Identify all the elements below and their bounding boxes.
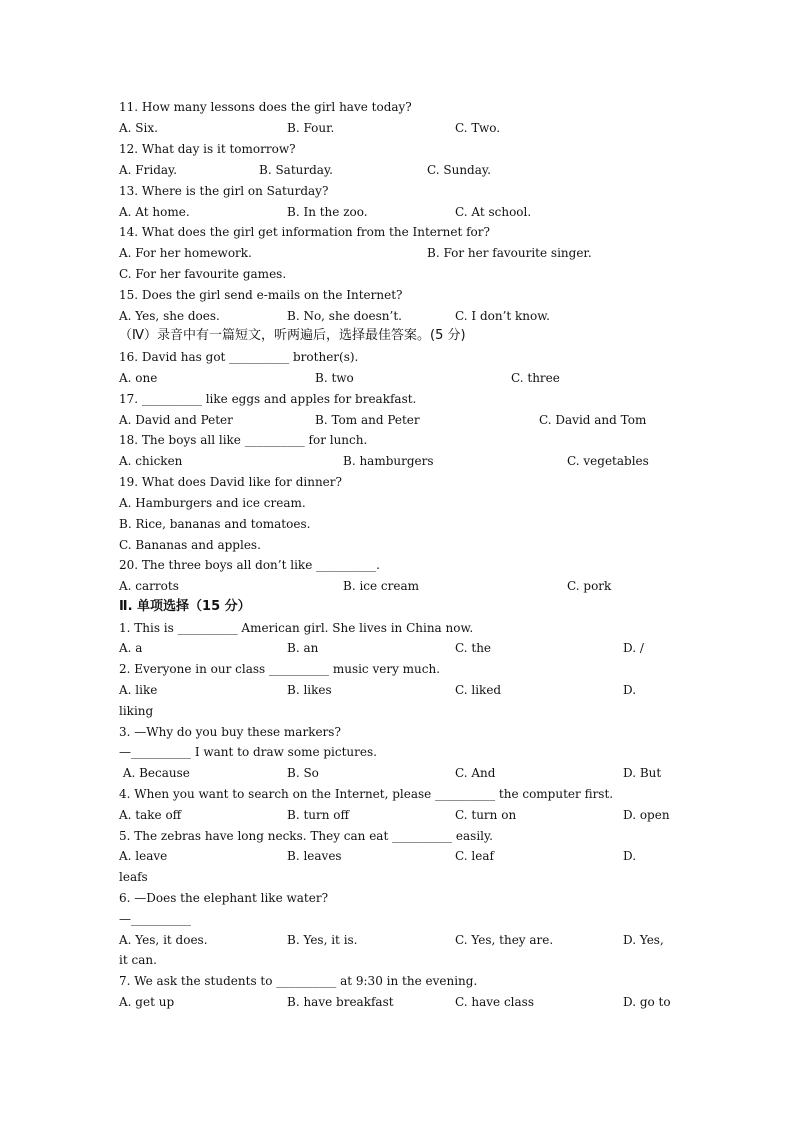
question-18: 18. The boys all like __________ for lunch.	[119, 433, 368, 447]
question-12: 12. What day is it tomorrow?	[119, 142, 296, 156]
question-14: 14. What does the girl get information from the Internet for?	[119, 225, 490, 239]
option-b: B. Saturday.	[259, 163, 333, 177]
mc-question-3-options	[119, 763, 684, 784]
mc-question-6-options	[119, 930, 684, 951]
option-c: C. liked	[455, 683, 502, 697]
option-b: B. For her favourite singer.	[427, 246, 592, 260]
option-a: A. chicken	[119, 454, 183, 468]
option-d: D. But	[623, 766, 662, 780]
mc-question-6-option-d-wrap: it can.	[119, 953, 157, 967]
option-a: A. David and Peter	[119, 413, 233, 427]
question-13-options	[119, 202, 684, 223]
option-a: A. At home.	[119, 205, 190, 219]
option-a: A. a	[119, 641, 143, 655]
option-d: D. open	[623, 808, 670, 822]
option-c: C. For her favourite games.	[119, 267, 287, 281]
mc-question-3: 3. —Why do you buy these markers?	[119, 725, 341, 739]
option-a: A. leave	[119, 849, 168, 863]
question-17: 17. __________ like eggs and apples for breakfast.	[119, 392, 417, 406]
option-d: D.	[623, 849, 637, 863]
option-b: B. hamburgers	[343, 454, 434, 468]
question-15-options	[119, 306, 684, 327]
option-c: C. vegetables	[567, 454, 649, 468]
mc-question-2-option-d-wrap: liking	[119, 704, 154, 718]
section-iv-heading: （Ⅳ）录音中有一篇短文，听两遍后，选择最佳答案。(5 分)	[119, 328, 466, 343]
question-19-option-b: B. Rice, bananas and tomatoes.	[119, 517, 311, 531]
option-b: B. have breakfast	[287, 995, 394, 1009]
option-c: C. Two.	[455, 121, 501, 135]
mc-question-5-option-d-wrap: leafs	[119, 870, 148, 884]
option-a: A. For her homework.	[119, 246, 252, 260]
option-c: C. have class	[455, 995, 534, 1009]
question-13: 13. Where is the girl on Saturday?	[119, 184, 329, 198]
mc-question-2: 2. Everyone in our class __________ music very much.	[119, 662, 441, 676]
option-c: C. David and Tom	[539, 413, 647, 427]
option-b: B. Tom and Peter	[315, 413, 420, 427]
option-b: B. So	[287, 766, 319, 780]
option-c: C. At school.	[455, 205, 532, 219]
mc-question-7: 7. We ask the students to __________ at 9:30 in the evening.	[119, 974, 478, 988]
mc-question-6-reply: —__________	[119, 912, 191, 926]
option-b: B. Yes, it is.	[287, 933, 358, 947]
question-18-options	[119, 451, 684, 472]
question-20-options	[119, 576, 684, 597]
option-d: D. Yes,	[623, 933, 664, 947]
option-a: A. one	[119, 371, 158, 385]
option-a: A. like	[119, 683, 158, 697]
option-a: A. Friday.	[119, 163, 178, 177]
option-a: A. Yes, she does.	[119, 309, 220, 323]
option-c: C. leaf	[455, 849, 494, 863]
option-c: C. I don’t know.	[455, 309, 550, 323]
option-c: C. Yes, they are.	[455, 933, 554, 947]
option-c: C. turn on	[455, 808, 517, 822]
mc-question-7-options	[119, 992, 684, 1013]
option-a: A. Six.	[119, 121, 158, 135]
option-b: B. ice cream	[343, 579, 420, 593]
question-12-options	[119, 160, 684, 181]
question-19-option-a: A. Hamburgers and ice cream.	[119, 496, 306, 510]
option-b: B. two	[315, 371, 354, 385]
option-c: C. pork	[567, 579, 612, 593]
question-11-options	[119, 118, 684, 139]
question-19-option-c: C. Bananas and apples.	[119, 538, 261, 552]
option-c: C. And	[455, 766, 496, 780]
option-a: A. Because	[119, 766, 190, 780]
option-d: D.	[623, 683, 637, 697]
question-19: 19. What does David like for dinner?	[119, 475, 342, 489]
question-11: 11. How many lessons does the girl have today?	[119, 100, 412, 114]
question-17-options	[119, 410, 684, 431]
mc-question-5: 5. The zebras have long necks. They can eat __________ easily.	[119, 829, 493, 843]
question-14-options	[119, 243, 684, 264]
mc-question-1: 1. This is __________ American girl. She lives in China now.	[119, 621, 474, 635]
question-14-option-c-line	[119, 264, 684, 285]
option-a: A. carrots	[119, 579, 179, 593]
mc-question-2-options	[119, 680, 684, 701]
mc-question-3-reply: —__________ I want to draw some pictures.	[119, 745, 377, 759]
option-b: B. No, she doesn’t.	[287, 309, 402, 323]
option-a: A. Yes, it does.	[119, 933, 208, 947]
question-16-options	[119, 368, 684, 389]
mc-question-4: 4. When you want to search on the Internet, please __________ the computer first.	[119, 787, 614, 801]
mc-question-6: 6. —Does the elephant like water?	[119, 891, 329, 905]
option-b: B. turn off	[287, 808, 350, 822]
mc-question-1-options	[119, 638, 684, 659]
section-ii-heading: Ⅱ. 单项选择（15 分）	[119, 599, 251, 614]
option-d: D. /	[623, 641, 644, 655]
question-15: 15. Does the girl send e-mails on the Internet?	[119, 288, 403, 302]
option-a: A. get up	[119, 995, 175, 1009]
option-c: C. the	[455, 641, 492, 655]
question-20: 20. The three boys all don’t like __________.	[119, 558, 380, 572]
option-b: B. In the zoo.	[287, 205, 368, 219]
option-a: A. take off	[119, 808, 182, 822]
mc-question-4-options	[119, 805, 684, 826]
option-b: B. Four.	[287, 121, 335, 135]
option-d: D. go to	[623, 995, 671, 1009]
option-b: B. an	[287, 641, 319, 655]
option-c: C. three	[511, 371, 560, 385]
mc-question-5-options	[119, 846, 684, 867]
option-c: C. Sunday.	[427, 163, 491, 177]
option-b: B. likes	[287, 683, 332, 697]
question-16: 16. David has got __________ brother(s).	[119, 350, 359, 364]
option-b: B. leaves	[287, 849, 342, 863]
